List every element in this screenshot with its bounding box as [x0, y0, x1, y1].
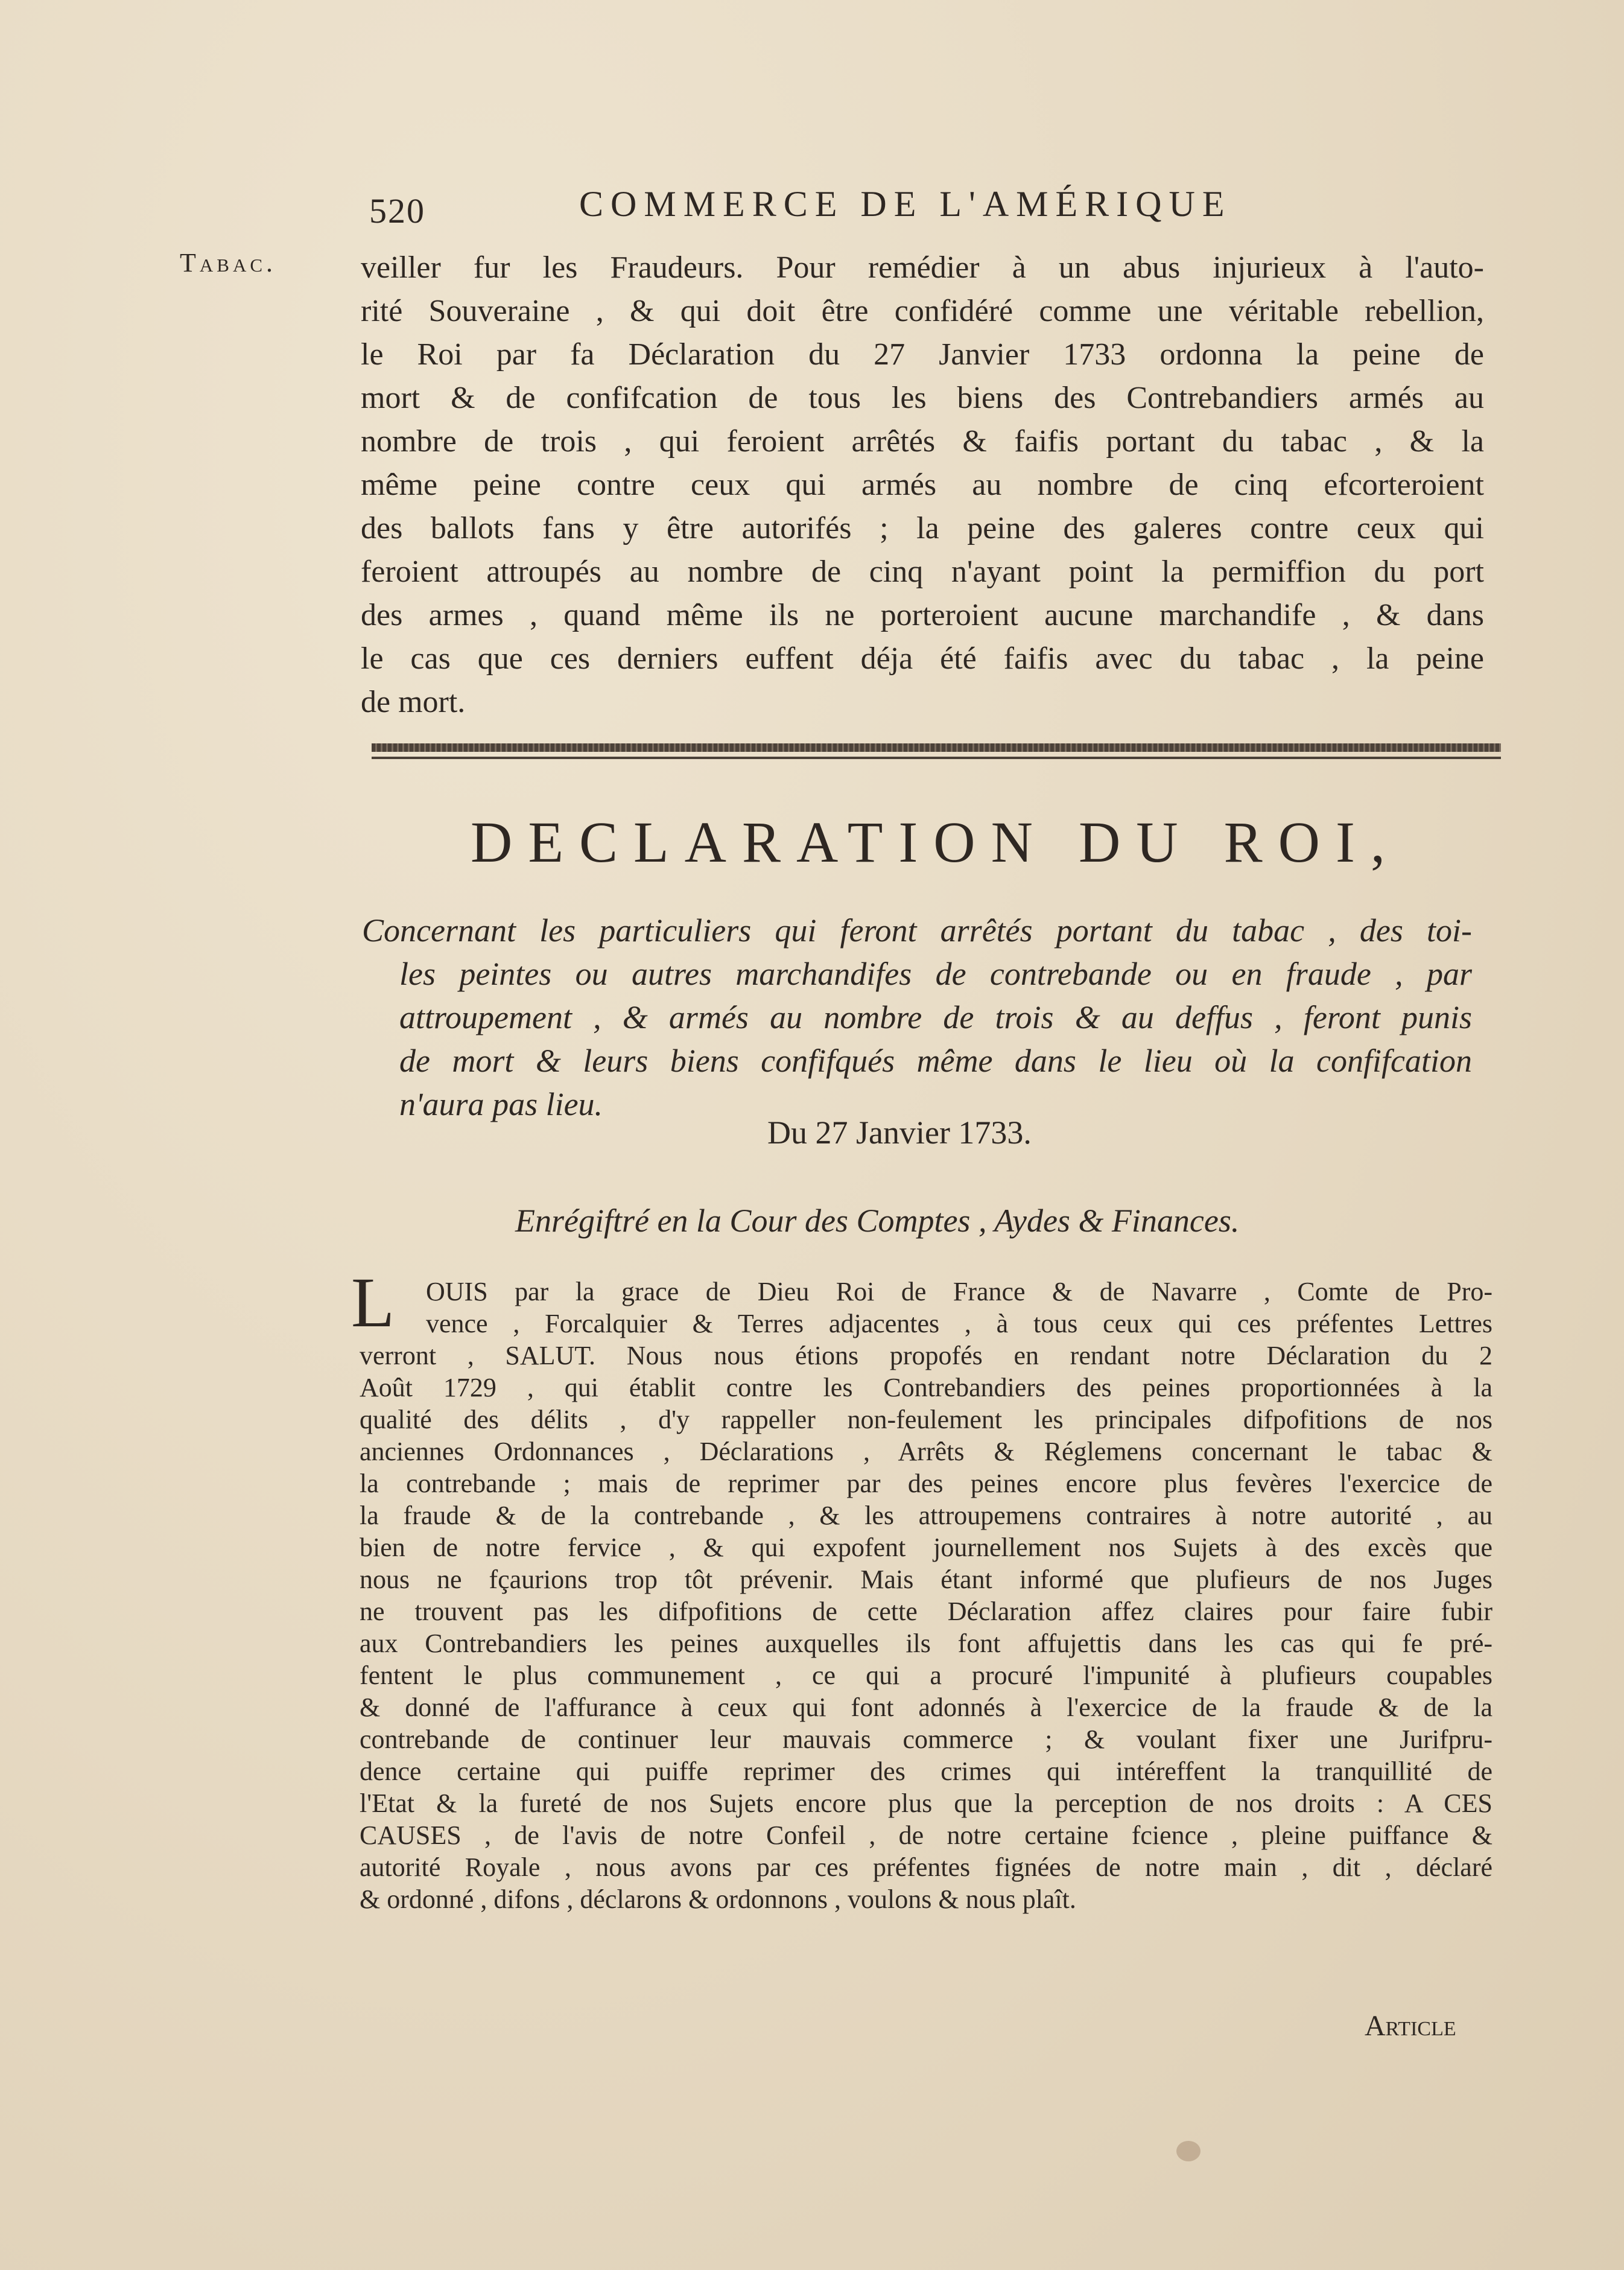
- intro-paragraph: [361, 246, 1484, 724]
- decree-line: nous ne fçaurions trop tôt prévenir. Mais étant informé que plufieurs de nos Juges: [360, 1565, 1492, 1594]
- decree-line: dence certaine qui puiffe reprimer des crimes qui intéreffent la tranquillité de: [360, 1757, 1492, 1786]
- summary-line: de mort & leurs biens confifqués même dans le lieu où la confifcation: [399, 1043, 1472, 1079]
- text-line: le Roi par fa Déclaration du 27 Janvier 1733 ordonna la peine de: [361, 337, 1484, 372]
- text-line: même peine contre ceux qui armés au nombre de cinq efcorteroient: [361, 468, 1484, 502]
- decree-line: aux Contrebandiers les peines auxquelles ils font affujettis dans les cas qui fe pré-: [360, 1629, 1492, 1658]
- decree-line: contrebande de continuer leur mauvais commerce ; & voulant fixer une Jurifpru-: [360, 1725, 1492, 1754]
- text-line: rité Souveraine , & qui doit être confidéré comme une véritable rebellion,: [361, 294, 1484, 328]
- page-number: 520: [369, 191, 425, 230]
- declaration-title: DECLARATION DU ROI,: [471, 810, 1401, 874]
- decree-line: & ordonné , difons , déclarons & ordonnons , voulons & nous plaît.: [360, 1884, 1076, 1914]
- text-line: des armes , quand même ils ne porteroient aucune marchandife , & dans: [361, 598, 1484, 632]
- text-line: nombre de trois , qui feroient arrêtés & faifis portant du tabac , & la: [361, 424, 1484, 459]
- paper-stain: [1176, 2141, 1201, 2161]
- text-line: feroient attroupés au nombre de cinq n'ayant point la permiffion du port: [361, 555, 1484, 589]
- summary-line: Concernant les particuliers qui feront arrêtés portant du tabac , des toi-: [362, 912, 1472, 949]
- decree-line: CAUSES , de l'avis de notre Confeil , de notre certaine fcience , pleine puiffance &: [360, 1820, 1492, 1850]
- drop-cap-glyph: L: [351, 1263, 395, 1342]
- decree-line: la contrebande ; mais de reprimer par des peines encore plus fevères l'exercice de: [360, 1469, 1492, 1498]
- ornamental-rule: [372, 743, 1501, 752]
- decree-line: qualité des délits , d'y rappeller non-feulement les principales difpofitions de nos: [360, 1405, 1492, 1434]
- decree-line: fentent le plus communement , ce qui a procuré l'impunité à plufieurs coupables: [360, 1661, 1492, 1690]
- text-line: le cas que ces derniers euffent déja été faifis avec du tabac , la peine: [361, 641, 1484, 676]
- margin-note: Tabac.: [180, 248, 277, 278]
- catchword: Article: [1365, 2010, 1456, 2042]
- decree-line: Août 1729 , qui établit contre les Contrebandiers des peines proportionnées à la: [360, 1373, 1492, 1402]
- decree-line: anciennes Ordonnances , Déclarations , Arrêts & Réglemens concernant le tabac &: [360, 1437, 1492, 1466]
- declaration-summary: [362, 909, 1472, 1126]
- text-line: des ballots fans y être autorifés ; la peine des galeres contre ceux qui: [361, 511, 1484, 545]
- divider-rule: [372, 757, 1501, 759]
- decree-paragraph: [360, 1276, 1492, 1915]
- summary-line: les peintes ou autres marchandifes de contrebande ou en fraude , par: [399, 956, 1472, 992]
- text-line: mort & de confifcation de tous les biens des Contrebandiers armés au: [361, 381, 1484, 415]
- running-title: COMMERCE DE L'AMÉRIQUE: [579, 184, 1232, 224]
- decree-line: OUIS par la grace de Dieu Roi de France & de Navarre , Comte de Pro-: [426, 1277, 1492, 1306]
- decree-line: autorité Royale , nous avons par ces préfentes fignées de notre main , dit , déclaré: [360, 1852, 1492, 1882]
- summary-line: attroupement , & armés au nombre de trois & au deffus , feront punis: [399, 999, 1472, 1035]
- decree-line: ne trouvent pas les difpofitions de cette Déclaration affez claires pour faire fubir: [360, 1597, 1492, 1626]
- decree-line: la fraude & de la contrebande , & les attroupemens contraires à notre autorité , au: [360, 1501, 1492, 1530]
- declaration-date: Du 27 Janvier 1733.: [767, 1114, 1032, 1151]
- summary-line: n'aura pas lieu.: [399, 1086, 603, 1122]
- decree-line: & donné de l'affurance à ceux qui font adonnés à l'exercice de la fraude & de la: [360, 1693, 1492, 1722]
- decree-line: l'Etat & la fureté de nos Sujets encore plus que la perception de nos droits : A CES: [360, 1788, 1492, 1818]
- decree-line: bien de notre fervice , & qui expofent journellement nos Sujets à des excès que: [360, 1533, 1492, 1562]
- decree-line: verront , SALUT. Nous nous étions propofés en rendant notre Déclaration du 2: [360, 1341, 1492, 1370]
- text-line: veiller fur les Fraudeurs. Pour remédier à un abus injurieux à l'auto-: [361, 250, 1484, 285]
- text-line: de mort.: [361, 685, 466, 719]
- registration-note: Enrégiftré en la Cour des Comptes , Aydes & Finances.: [515, 1203, 1240, 1239]
- decree-line: vence , Forcalquier & Terres adjacentes , à tous ceux qui ces préfentes Lettres: [426, 1309, 1492, 1338]
